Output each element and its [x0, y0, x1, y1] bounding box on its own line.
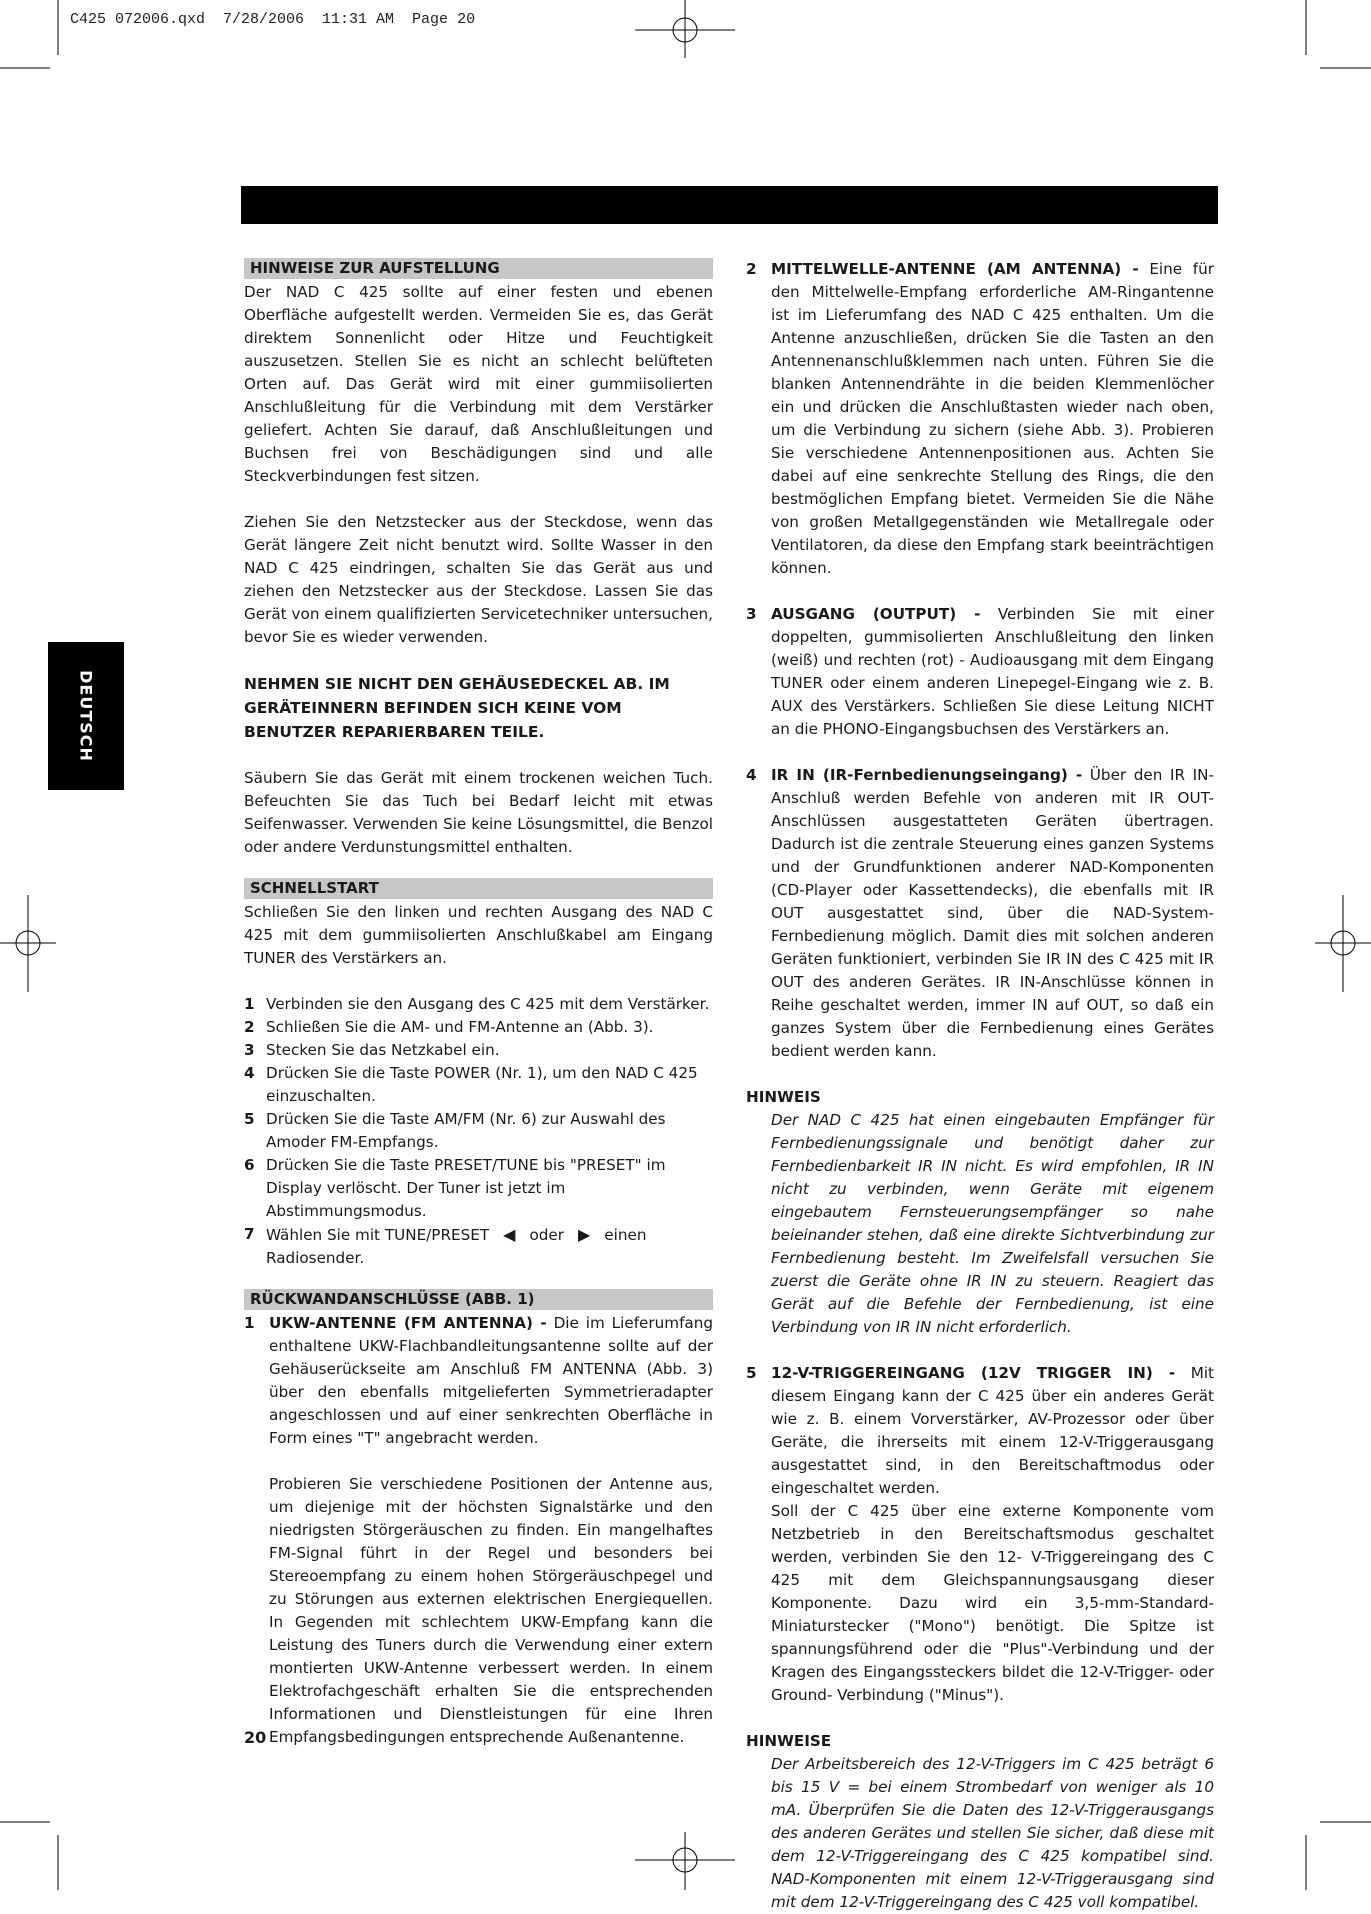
print-slug: C425 072006.qxd 7/28/2006 11:31 AM Page 20 [70, 11, 476, 28]
note-heading-hinweise: HINWEISE [746, 1732, 832, 1750]
connector-item-ir-in: 4 IR IN (IR-Fernbedienungseingang) - Über den IR IN-Anschluß werden Befehle von anderen mit IR OUT-Anschlüssen ausgestatteten Geräten übertragen. Dadurch ist die zentrale Steuerung eines ganzen Systems und der Grundfunktionen anderer NAD-Komponenten (CD-Player oder Kassettendecks), die ebenfalls mit IR OUT ausgestattet sind, über die NAD-System-Fernbedienung möglich. Damit dies mit solchen anderen Geräten funktioniert, verbinden Sie IR IN des C 425 mit IR OUT des anderen Gerätes. IR IN-Anschlüsse können in Reihe geschaltet werden, immer IN auf OUT, so daß ein ganzes System über die Fernbedienung eines Gerätes bedient werden kann. [746, 766, 1214, 1060]
section-heading-aufstellung: HINWEISE ZUR AUFSTELLUNG [244, 258, 713, 279]
connector-item-am-antenna: 2 MITTELWELLE-ANTENNE (AM ANTENNA) - Eine für den Mittelwelle-Empfang erforderliche AM-Ringantenne ist im Lieferumfang des NAD C 425 enthalten. Um die Antenne anzuschließen, drücken Sie die Tasten an den Antennenanschlußklemmen nach unten. Führen Sie die blanken Antennendrähte in die beiden Klemmenlöcher ein und drücken die Anschlußtasten wieder nach oben, um die Verbindung zu sichern (siehe Abb. 3). Probieren Sie verschiedene Antennenpositionen aus. Achten Sie dabei auf eine senkrechte Stellung des Rings, die den bestmöglichen Empfang bietet. Vermeiden Sie die Nähe von großen Metallgegenständen wie Metallregale oder Ventilatoren, da diese den Empfang stark beeinträchtigen können. [746, 260, 1214, 577]
list-item: 2 Schließen Sie die AM- und FM-Antenne an (Abb. 3). [244, 1018, 654, 1036]
section-heading-schnellstart: SCHNELLSTART [244, 878, 713, 899]
list-item: 4 Drücken Sie die Taste POWER (Nr. 1), um den NAD C 425 einzuschalten. [244, 1064, 698, 1105]
list-item: 3 Stecken Sie das Netzkabel ein. [244, 1041, 500, 1059]
language-tab-label: DEUTSCH [76, 670, 96, 762]
right-arrow-icon: ▶ [577, 1225, 591, 1244]
note-text-hinweis: Der NAD C 425 hat einen eingebauten Empfänger für Fernbedienungssignale und benötigt daher zur Fernbedienbarkeit IR IN nicht. Es wird empfohlen, IR IN nicht zu verbinden, wenn Geräte mit eigenem eingebautem Fernsteuerungsempfänger so nahe beieinander stehen, daß eine direkte Sichtverbindung zur Fernbedienung besteht. Im Zweifelsfall versuchen Sie zuerst die Geräte ohne IR IN zu steuern. Reagiert das Gerät auf die Befehle der Fernbedienung, ist eine Verbindung von IR IN nicht erforderlich. [771, 1111, 1214, 1336]
list-item: 7 Wählen Sie mit TUNE/PRESET ◀ oder ▶ einen Radiosender. [244, 1225, 647, 1267]
warning-text: NEHMEN SIE NICHT DEN GEHÄUSEDECKEL AB. IM GERÄTEINNERN BEFINDEN SICH KEINE VOM BENUTZER REPARIERBAREN TEILE. [244, 675, 670, 741]
schnellstart-intro: Schließen Sie den linken und rechten Ausgang des NAD C 425 mit dem gummiisolierten Anschlußkabel am Eingang TUNER des Verstärkers an. [244, 903, 713, 967]
right-column [746, 258, 1214, 1914]
note-text-hinweise: Der Arbeitsbereich des 12-V-Triggers im C 425 beträgt 6 bis 15 V = bei einem Strombedarf von weniger als 10 mA. Überprüfen Sie die Daten des 12-V-Triggerausgangs des anderen Gerätes und stellen Sie sicher, daß diese mit dem 12-V-Triggereingang des C 425 kompatibel sind. NAD-Komponenten mit einem 12-V-Triggerausgang sind mit dem 12-V-Triggereingang des C 425 voll kompatibel. [771, 1755, 1214, 1911]
schnellstart-steps [244, 993, 713, 1270]
header-bar [241, 186, 1218, 224]
aufstellung-paragraph-1: Der NAD C 425 sollte auf einer festen und ebenen Oberfläche aufgestellt werden. Vermeiden Sie es, das Gerät direktem Sonnenlicht oder Hitze und Feuchtigkeit auszusetzen. Stellen Sie es nicht an schlecht belüfteten Orten auf. Das Gerät wird mit einer gummiisolierten Anschlußleitung für die Verbindung mit dem Verstärker geliefert. Achten Sie darauf, daß Anschlußleitungen und Buchsen frei von Beschädigungen sind und alle Steckverbindungen fest sitzen. [244, 283, 713, 485]
left-column [244, 258, 713, 1749]
section-heading-rueckwand: RÜCKWANDANSCHLÜSSE (ABB. 1) [244, 1289, 713, 1310]
language-tab [48, 642, 124, 790]
fm-antenna-paragraph-2: Probieren Sie verschiedene Positionen der Antenne aus, um diejenige mit der höchsten Signalstärke und den niedrigsten Störgeräuschen zu finden. Ein mangelhaftes FM-Signal führt in der Regel und besonders bei Stereoempfang zu einem hohen Störgeräuschpegel und zu Störungen aus externen elektrischen Energiequellen. In Gegenden mit schlechtem UKW-Empfang kann die Leistung des Tuners durch die Verwendung einer extern montierten UKW-Antenne verbessert werden. In einem Elektrofachgeschäft erhalten Sie die entsprechenden Informationen und Dienstleistungen für eine Ihren Empfangsbedingungen entsprechende Außenantenne. [269, 1475, 713, 1746]
page-number: 20 [244, 1728, 267, 1747]
trigger-paragraph-2: Soll der C 425 über eine externe Komponente vom Netzbetrieb in den Bereitschaftsmodus geschaltet werden, verbinden Sie den 12- V-Triggereingang des C 425 mit dem Gleichspannungsausgang dieser Komponente. Dazu wird ein 3,5-mm-Standard- Miniaturstecker ("Mono") benötigt. Die Spitze ist spannungsführend oder die "Plus"-Verbindung und der Kragen des Eingangssteckers bildet die 12-V-Trigger- oder Ground- Verbindung ("Minus"). [771, 1502, 1214, 1704]
list-item: 6 Drücken Sie die Taste PRESET/TUNE bis "PRESET" im Display verlöscht. Der Tuner ist jetzt im Abstimmungsmodus. [244, 1156, 666, 1220]
list-item: 5 Drücken Sie die Taste AM/FM (Nr. 6) zur Auswahl des Amoder FM-Empfangs. [244, 1110, 666, 1151]
list-item: 1 Verbinden sie den Ausgang des C 425 mit dem Verstärker. [244, 995, 710, 1013]
connector-item-fm-antenna: 1 UKW-ANTENNE (FM ANTENNA) - Die im Lieferumfang enthaltene UKW-Flachbandleitungsantenne sollte auf der Gehäuserückseite am Anschluß FM ANTENNA (Abb. 3) über den ebenfalls mitgelieferten Symmetrieradapter angeschlossen und auf einer senkrechten Oberfläche in Form eines "T" angebracht werden. Probieren Sie verschiedene Positionen der Antenne aus, um diejenige mit der höchsten Signalstärke und den niedrigsten Störgeräuschen zu finden. Ein mangelhaftes FM-Signal führt in der Regel und besonders bei Stereoempfang zu einem hohen Störgeräuschpegel und zu Störungen aus externen elektrischen Energiequellen. In Gegenden mit schlechtem UKW-Empfang kann die Leistung des Tuners durch die Verwendung einer extern montierten UKW-Antenne verbessert werden. In einem Elektrofachgeschäft erhalten Sie die entsprechenden Informationen und Dienstleistungen für eine Ihren Empfangsbedingungen entsprechende Außenantenne. [244, 1312, 713, 1749]
connector-item-trigger-in: 5 12-V-TRIGGEREINGANG (12V TRIGGER IN) - Mit diesem Eingang kann der C 425 über ein anderes Gerät wie z. B. einem Vorverstärker, AV-Prozessor oder über Geräte, die ihrerseits mit einem 12-V-Triggerausgang ausgestattet sind, in den Bereitschaftmodus oder eingeschaltet werden. Soll der C 425 über eine externe Komponente vom Netzbetrieb in den Bereitschaftsmodus geschaltet werden, verbinden Sie den 12- V-Triggereingang des C 425 mit dem Gleichspannungsausgang dieser Komponente. Dazu wird ein 3,5-mm-Standard- Miniaturstecker ("Mono") benötigt. Die Spitze ist spannungsführend oder die "Plus"-Verbindung und der Kragen des Eingangssteckers bildet die 12-V-Trigger- oder Ground- Verbindung ("Minus"). [746, 1362, 1214, 1707]
note-heading-hinweis: HINWEIS [746, 1088, 821, 1106]
aufstellung-paragraph-2: Ziehen Sie den Netzstecker aus der Steckdose, wenn das Gerät längere Zeit nicht benutzt wird. Sollte Wasser in den NAD C 425 eindringen, schalten Sie das Gerät aus und ziehen den Netzstecker aus der Steckdose. Lassen Sie das Gerät von einem qualifizierten Servicetechniker untersuchen, bevor Sie es wieder verwenden. [244, 513, 713, 646]
connector-item-output: 3 AUSGANG (OUTPUT) - Verbinden Sie mit einer doppelten, gummisolierten Anschlußleitung den linken (weiß) und rechten (rot) - Audioausgang mit dem Eingang TUNER oder einem anderen Linepegel-Eingang wie z. B. AUX des Verstärkers. Schließen Sie diese Leitung NICHT an die PHONO-Eingangsbuchsen des Verstärkers an. [746, 605, 1214, 738]
aufstellung-paragraph-3: Säubern Sie das Gerät mit einem trockenen weichen Tuch. Befeuchten Sie das Tuch bei Bedarf leicht mit etwas Seifenwasser. Verwenden Sie keine Lösungsmittel, die Benzol oder andere Verdunstungsmittel enthalten. [244, 769, 713, 856]
left-arrow-icon: ◀ [503, 1225, 516, 1244]
